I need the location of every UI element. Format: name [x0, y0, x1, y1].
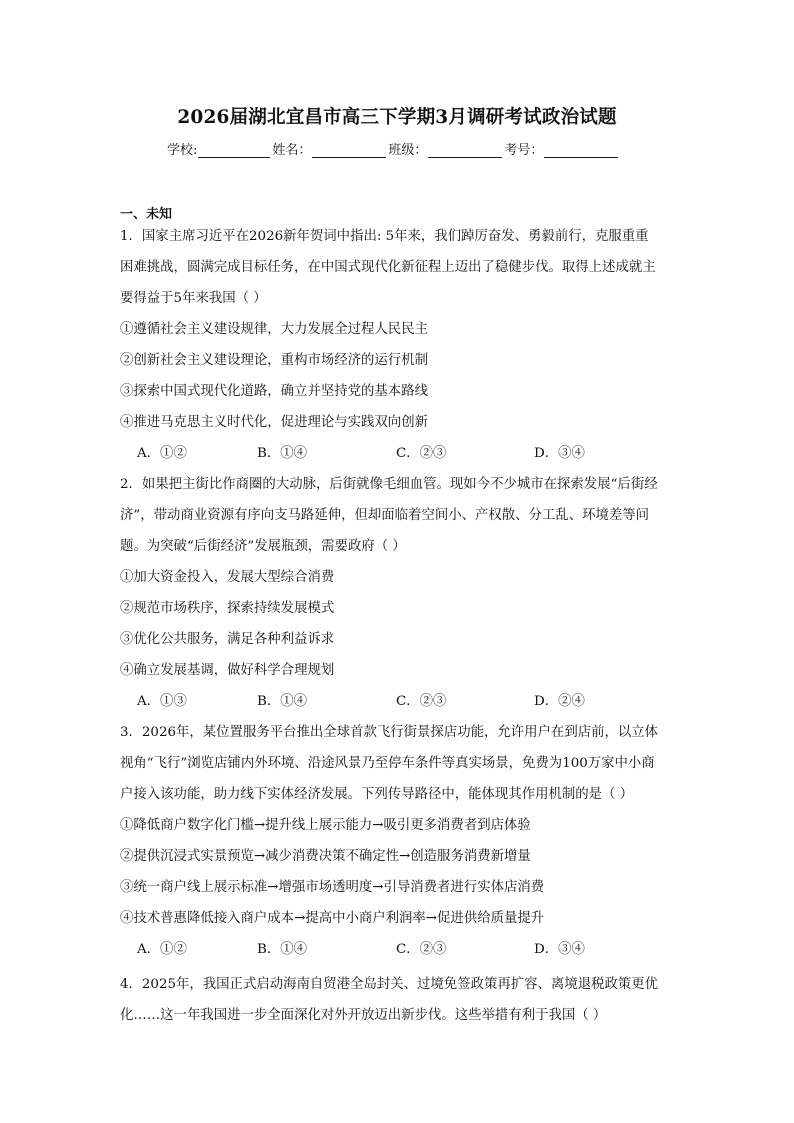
student-info-row — [167, 139, 620, 158]
q1-stem-line: 困难挑战，圆满完成目标任务，在中国式现代化新征程上迈出了稳健步伐。取得上述成就主 — [120, 260, 656, 275]
q2-item: ②规范市场秩序，探索持续发展模式 — [120, 601, 335, 616]
section-heading: 一、未知 — [120, 207, 173, 222]
q3-item: ④技术普惠降低接入商户成本→提高中小商户利润率→促进供给质量提升 — [120, 911, 545, 926]
q3-stem-line: 视角“飞行”浏览店铺内外环境、沿途风景乃至停车条件等真实场景，免费为100万家中小商 — [120, 756, 655, 771]
q1-option-b[interactable]: B．①④ — [257, 446, 308, 461]
q2-option-b[interactable]: B．①④ — [257, 694, 308, 709]
q1-option-c[interactable]: C．②③ — [396, 446, 447, 461]
q1-option-d[interactable]: D．③④ — [534, 446, 585, 461]
q3-option-c[interactable]: C．②③ — [396, 942, 447, 957]
q2-item: ③优化公共服务，满足各种利益诉求 — [120, 632, 335, 647]
q3-option-b[interactable]: B．①④ — [257, 942, 308, 957]
q2-option-c[interactable]: C．②③ — [396, 694, 447, 709]
q1-item: ①遵循社会主义建设规律，大力发展全过程人民民主 — [120, 322, 428, 337]
number-blank[interactable] — [544, 143, 618, 158]
q1-item: ③探索中国式现代化道路，确立并坚持党的基本路线 — [120, 384, 428, 399]
page-title: 2026届湖北宜昌市高三下学期3月调研考试政治试题 — [177, 107, 617, 128]
q2-stem-line: 题。为突破“后街经济”发展瓶颈，需要政府（ ） — [120, 539, 406, 554]
q3-stem-line: 3．2026年，某位置服务平台推出全球首款飞行街景探店功能，允许用户在到店前，以立体 — [120, 725, 659, 740]
class-blank[interactable] — [428, 143, 502, 158]
q1-option-a[interactable]: A．①② — [137, 446, 187, 461]
q2-item: ①加大资金投入，发展大型综合消费 — [120, 570, 335, 585]
q1-stem-line: 要得益于5年来我国（ ） — [120, 291, 267, 306]
q2-option-a[interactable]: A．①③ — [137, 694, 187, 709]
q1-stem-line: 1．国家主席习近平在2026新年贺词中指出: 5年来，我们踔厉奋发、勇毅前行，克服重重 — [120, 229, 649, 244]
school-label: 学校: — [167, 143, 198, 158]
q2-item: ④确立发展基调，做好科学合理规划 — [120, 663, 335, 678]
name-label: 姓名： — [272, 143, 312, 158]
q2-stem-line: 2．如果把主街比作商圈的大动脉，后街就像毛细血管。现如今不少城市在探索发展“后街经 — [120, 477, 658, 492]
q3-item: ②提供沉浸式实景预览→减少消费决策不确定性→创造服务消费新增量 — [120, 849, 531, 864]
q3-stem-line: 户接入该功能，助力线下实体经济发展。下列传导路径中，能体现其作用机制的是（ ） — [120, 787, 634, 802]
name-blank[interactable] — [312, 143, 386, 158]
q4-stem-line: 化……这一年我国进一步全面深化对外开放迈出新步伐。这些举措有利于我国（ ） — [120, 1008, 607, 1023]
school-blank[interactable] — [198, 143, 270, 158]
q1-item: ④推进马克思主义时代化，促进理论与实践双向创新 — [120, 415, 428, 430]
q3-option-d[interactable]: D．③④ — [534, 942, 585, 957]
q3-option-a[interactable]: A．①② — [137, 942, 187, 957]
class-label: 班级： — [388, 143, 428, 158]
q2-stem-line: 济”，带动商业资源有序向支马路延伸，但却面临着空间小、产权散、分工乱、环境差等问 — [120, 508, 650, 523]
q1-item: ②创新社会主义建设理论，重构市场经济的运行机制 — [120, 353, 428, 368]
q3-item: ①降低商户数字化门槛→提升线上展示能力→吸引更多消费者到店体验 — [120, 818, 531, 833]
q4-stem-line: 4．2025年，我国正式启动海南自贸港全岛封关、过境免签政策再扩容、离境退税政策更优 — [120, 977, 659, 992]
q2-option-d[interactable]: D．②④ — [534, 694, 585, 709]
q3-item: ③统一商户线上展示标准→增强市场透明度→引导消费者进行实体店消费 — [120, 880, 545, 895]
number-label: 考号： — [504, 143, 544, 158]
